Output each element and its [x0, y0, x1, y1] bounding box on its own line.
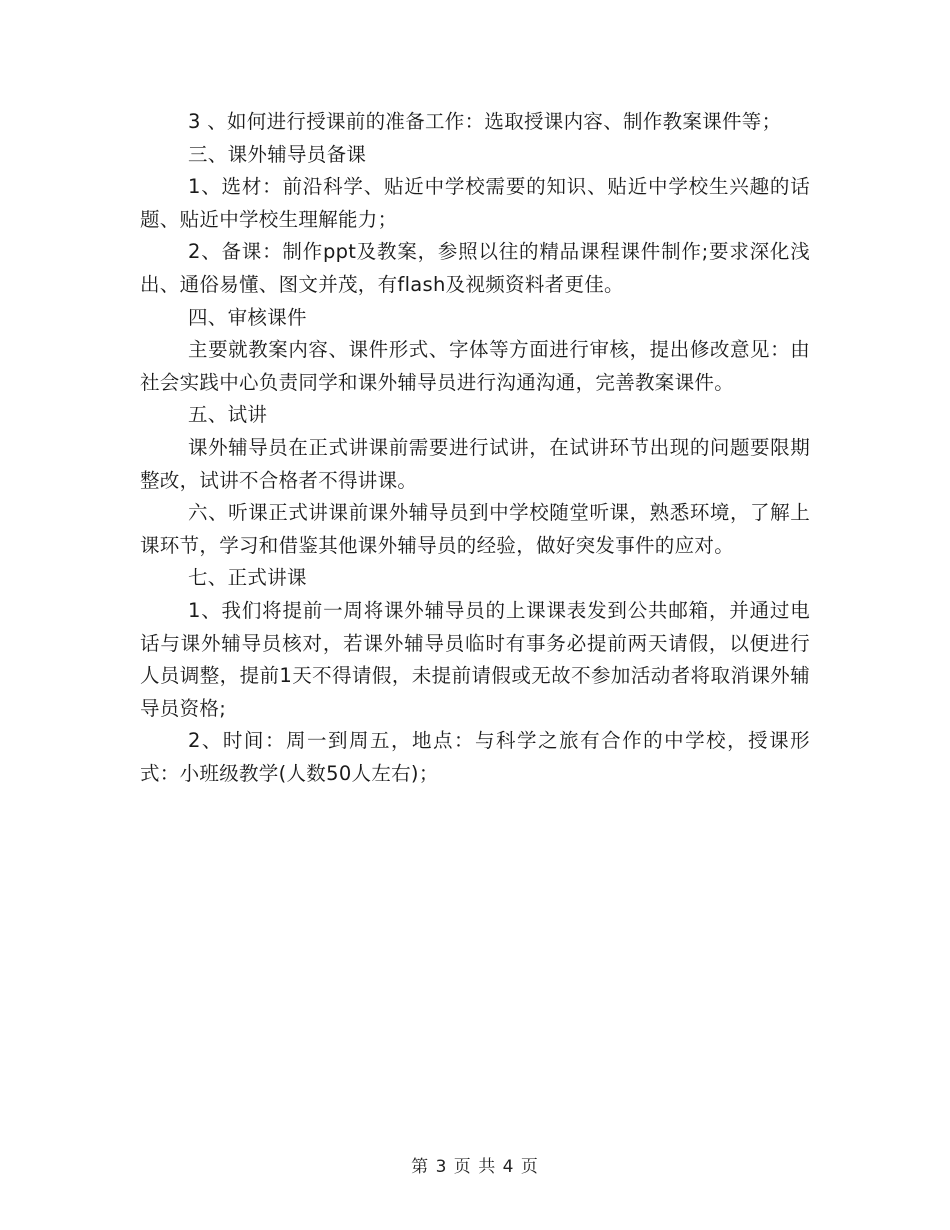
paragraph-trial-lecture: 课外辅导员在正式讲课前需要进行试讲，在试讲环节出现的问题要限期整改，试讲不合格者不得讲课。: [140, 435, 810, 492]
paragraph-prep-work: 3 、如何进行授课前的准备工作：选取授课内容、制作教案课件等；: [188, 110, 782, 133]
heading-section-5: 五、试讲: [188, 403, 268, 427]
heading-section-3: 三、课外辅导员备课: [188, 142, 367, 166]
paragraph-time-location: 2、时间：周一到周五，地点：与科学之旅有合作的中学校，授课形式：小班级教学(人数50人左右)；: [140, 729, 810, 785]
paragraph-review: 主要就教案内容、课件形式、字体等方面进行审核，提出修改意见：由社会实践中心负责同学和课外辅导员进行沟通沟通，完善教案课件。: [140, 338, 810, 394]
heading-section-4: 四、审核课件: [188, 305, 307, 329]
page-number: 第 3 页 共 4 页: [411, 1157, 539, 1177]
paragraph-observe-class: 六、听课正式讲课前课外辅导员到中学校随堂听课，熟悉环境，了解上课环节，学习和借鉴其他课外辅导员的经验，做好突发事件的应对。: [140, 501, 810, 557]
document-body: [140, 106, 810, 790]
heading-section-7: 七、正式讲课: [188, 566, 307, 590]
paragraph-lesson-prep: 2、备课：制作ppt及教案，参照以往的精品课程课件制作;要求深化浅出、通俗易懂、图文并茂，有flash及视频资料者更佳。: [140, 240, 810, 296]
paragraph-schedule-notice: 1、我们将提前一周将课外辅导员的上课课表发到公共邮箱，并通过电话与课外辅导员核对，若课外辅导员临时有事务必提前两天请假，以便进行人员调整，提前1天不得请假，未提前请假或无故不参加活动者将取消课外辅导员资格;: [140, 598, 810, 720]
paragraph-material-selection: 1、选材：前沿科学、贴近中学校需要的知识、贴近中学校生兴趣的话题、贴近中学校生理解能力；: [140, 175, 810, 231]
